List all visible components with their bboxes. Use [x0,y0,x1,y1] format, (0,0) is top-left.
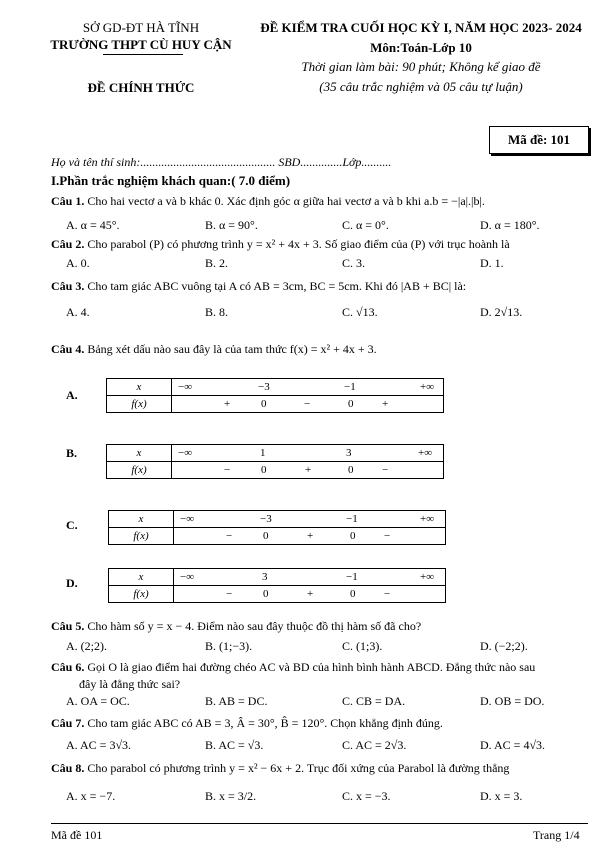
question-8-option-b: B. x = 3/2. [205,789,257,803]
question-3-option-d: D. 2√13. [480,305,523,319]
sign-table-a-f-3: 0 [348,398,354,410]
sign-table-b-f-1: 0 [261,464,267,476]
exam-code: Mã đề: 101 [507,132,571,147]
sign-table-b-f-4: − [382,464,389,476]
time-note: Thời gian làm bài: 90 phút; Không kể giao đề [301,59,541,74]
sign-table-c-f-1: 0 [263,530,269,542]
question-5-option-a: A. (2;2). [66,639,107,653]
question-1-option-a: A. α = 45°. [66,218,120,232]
sign-table-b-x-head: x [107,445,172,462]
question-8 [51,761,509,776]
question-5 [51,619,421,634]
question-3-prefix: Câu 3. [51,279,85,293]
question-2-text: Cho parabol (P) có phương trình y = x² + 4x + 3. Số giao điểm của (P) với trục hoành là [87,237,510,251]
question-6-option-a: A. OA = OC. [66,694,130,708]
sign-table-c-f-head: f(x) [109,528,174,545]
question-7-option-c: C. AC = 2√3. [342,738,407,752]
subject-line: Môn:Toán-Lớp 10 [370,40,472,55]
sign-table-c-x-3: +∞ [420,513,435,525]
question-2-option-c: C. 3. [342,256,366,270]
question-5-text: Cho hàm số y = x − 4. Điểm nào sau đây thuộc đồ thị hàm số đã cho? [87,619,422,633]
question-4-text: Bảng xét dấu nào sau đây là của tam thức f(x) = x² + 4x + 3. [87,342,377,356]
sign-table-c-f-row [174,528,446,545]
sign-table-a-f-row [172,396,444,413]
question-8-option-c: C. x = −3. [342,789,391,803]
school-underline [103,54,183,55]
question-6-option-d: D. OB = DO. [480,694,545,708]
sign-table-c-x-row [174,511,446,528]
school-name: TRƯỜNG THPT CÙ HUY CẬN [50,37,232,52]
sign-table-b-f-2: + [305,464,312,476]
sign-table-b-label: B. [66,446,78,460]
sign-table-a-x-2: −1 [344,381,356,393]
sign-table-d-f-head: f(x) [109,586,174,603]
sign-table-b-x-2: 3 [346,447,352,459]
sign-table-b-x-1: 1 [260,447,266,459]
sign-table-d-f-2: + [307,588,314,600]
sign-table-d-x-head: x [109,569,174,586]
sign-table-c [108,510,446,545]
question-7-option-d: D. AC = 4√3. [480,738,546,752]
question-6-option-c: C. CB = DA. [342,694,406,708]
question-1-option-d: D. α = 180°. [480,218,540,232]
question-3 [51,279,466,294]
sign-table-c-f-4: − [384,530,391,542]
question-7-option-a: A. AC = 3√3. [66,738,132,752]
sign-table-a-x-row [172,379,444,396]
sign-table-a-label: A. [66,388,78,402]
sign-table-d [108,568,446,603]
sign-table-c-f-2: + [307,530,314,542]
sign-table-b [106,444,444,479]
question-8-option-a: A. x = −7. [66,789,116,803]
question-2-option-d: D. 1. [480,256,504,270]
question-7-option-b: B. AC = √3. [205,738,264,752]
sign-table-b-f-row [172,462,444,479]
question-1-option-b: B. α = 90°. [205,218,258,232]
sign-table-d-label: D. [66,576,78,590]
official-label: ĐỀ CHÍNH THỨC [87,80,195,95]
question-2-option-b: B. 2. [205,256,229,270]
question-8-option-d: D. x = 3. [480,789,523,803]
question-7-prefix: Câu 7. [51,716,85,730]
question-6-text: Gọi O là giao điểm hai đường chéo AC và BD của hình bình hành ABCD. Đẳng thức nào sau [87,660,536,674]
question-2 [51,237,510,252]
question-8-text: Cho parabol có phương trình y = x² − 6x + 2. Trục đối xứng của Parabol là đường thẳng [87,761,510,775]
question-3-option-b: B. 8. [205,305,229,319]
sign-table-d-x-2: −1 [346,571,358,583]
question-1 [51,194,485,209]
question-3-option-c: C. √13. [342,305,378,319]
student-info-line: Họ và tên thí sinh:............................................. SBD..............Lớp.......... [51,155,392,169]
question-2-option-a: A. 0. [66,256,90,270]
question-4-prefix: Câu 4. [51,342,85,356]
question-count-note: (35 câu trắc nghiệm và 05 câu tự luận) [319,79,523,94]
sign-table-c-f-0: − [226,530,233,542]
sign-table-d-x-0: −∞ [180,571,195,583]
question-3-option-a: A. 4. [66,305,90,319]
sign-table-a-x-3: +∞ [420,381,435,393]
sign-table-a-f-2: − [304,398,311,410]
sign-table-a-x-head: x [107,379,172,396]
question-5-option-d: D. (−2;2). [480,639,528,653]
sign-table-c-x-head: x [109,511,174,528]
sign-table-c-x-0: −∞ [180,513,195,525]
sign-table-a-x-0: −∞ [178,381,193,393]
question-5-option-c: C. (1;3). [342,639,383,653]
sign-table-b-x-row [172,445,444,462]
footer-page-number: Trang 1/4 [533,828,580,842]
sign-table-d-f-3: 0 [350,588,356,600]
question-6-prefix: Câu 6. [51,660,85,674]
sign-table-b-f-3: 0 [348,464,354,476]
sign-table-d-f-0: − [226,588,233,600]
sign-table-d-f-1: 0 [263,588,269,600]
sign-table-a-f-1: 0 [261,398,267,410]
sign-table-a-f-head: f(x) [107,396,172,413]
sign-table-b-f-0: − [224,464,231,476]
question-1-prefix: Câu 1. [51,194,85,208]
sign-table-d-x-3: +∞ [420,571,435,583]
footer-divider [51,823,588,824]
question-3-text: Cho tam giác ABC vuông tại A có AB = 3cm, BC = 5cm. Khi đó |AB + BC| là: [87,279,467,293]
question-6 [51,660,535,675]
exam-title: ĐỀ KIỂM TRA CUỐI HỌC KỲ I, NĂM HỌC 2023- 2024 [260,20,582,35]
question-5-prefix: Câu 5. [51,619,85,633]
question-1-option-c: C. α = 0°. [342,218,389,232]
sign-table-a-f-0: + [224,398,231,410]
sign-table-c-x-2: −1 [346,513,358,525]
sign-table-a-x-1: −3 [258,381,270,393]
sign-table-d-f-4: − [384,588,391,600]
question-7-text: Cho tam giác ABC có AB = 3, Â = 30°, B̂ = 120°. Chọn khẳng định đúng. [87,716,443,730]
question-6-continued: đây là đẳng thức sai? [79,677,181,691]
sign-table-a [106,378,444,413]
sign-table-d-f-row [174,586,446,603]
sign-table-b-f-head: f(x) [107,462,172,479]
department-name: SỞ GD-ĐT HÀ TĨNH [82,20,200,35]
question-1-text: Cho hai vectơ a và b khác 0. Xác định góc α giữa hai vectơ a và b khi a.b = −|a|.|b|. [87,194,485,208]
question-8-prefix: Câu 8. [51,761,85,775]
sign-table-c-x-1: −3 [260,513,272,525]
question-5-option-b: B. (1;−3). [205,639,253,653]
question-6-option-b: B. AB = DC. [205,694,268,708]
sign-table-b-x-0: −∞ [178,447,193,459]
sign-table-d-x-row [174,569,446,586]
section-title: I.Phần trắc nghiệm khách quan:( 7.0 điểm) [51,173,291,188]
question-7 [51,716,443,731]
sign-table-c-label: C. [66,518,78,532]
question-4 [51,342,377,357]
sign-table-c-f-3: 0 [350,530,356,542]
sign-table-a-f-4: + [382,398,389,410]
footer-exam-code: Mã đề 101 [51,828,103,842]
sign-table-d-x-1: 3 [262,571,268,583]
question-2-prefix: Câu 2. [51,237,85,251]
exam-code-box [489,126,589,154]
sign-table-b-x-3: +∞ [418,447,433,459]
